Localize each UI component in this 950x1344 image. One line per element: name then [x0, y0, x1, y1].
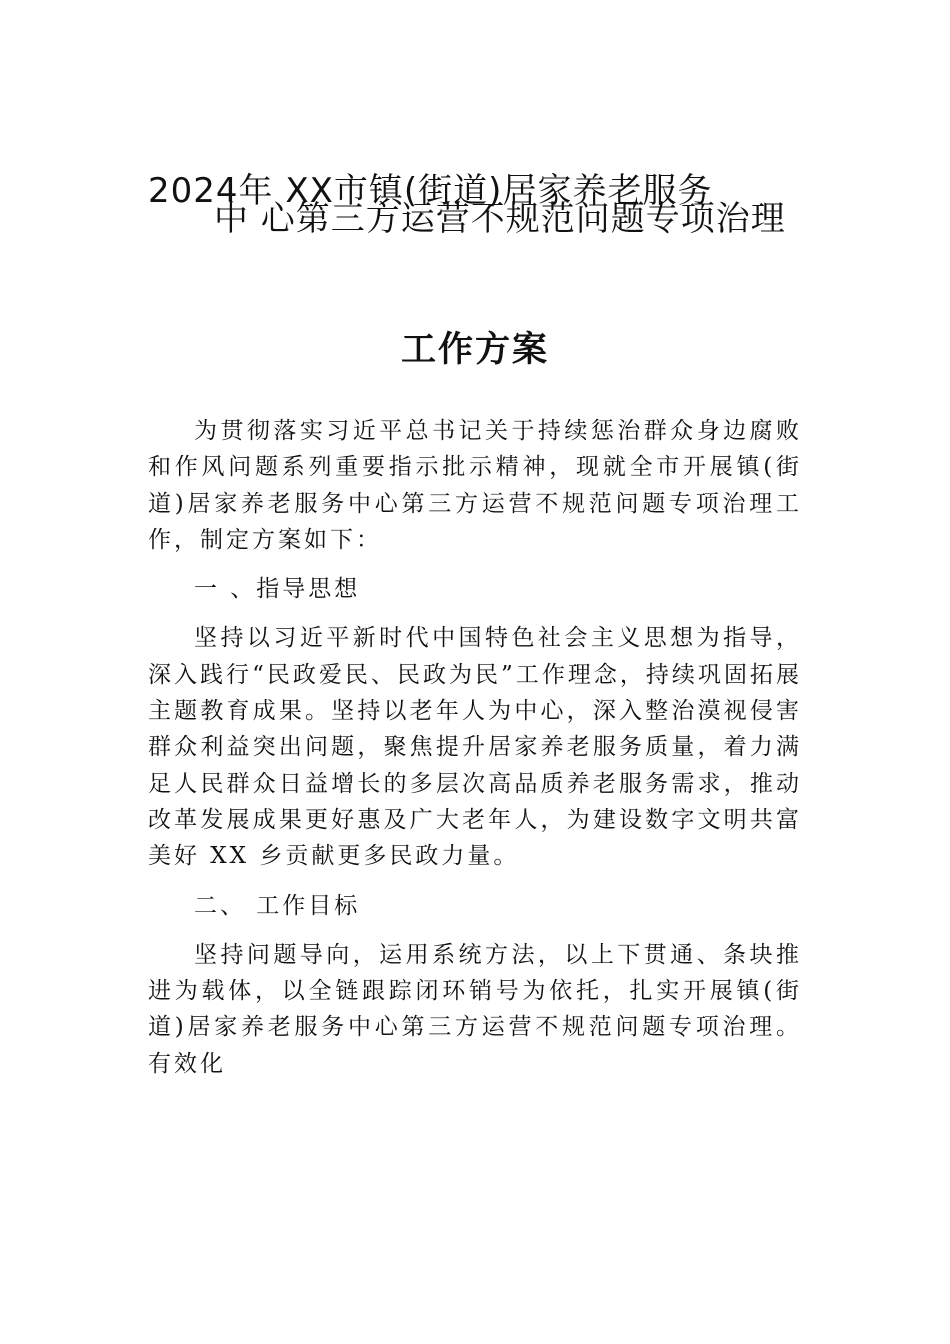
section-heading-work-goals: 二、 工作目标 — [194, 892, 361, 919]
section-heading-guiding-ideology: 一 、指导思想 — [194, 576, 361, 603]
document-title-line-1: 2024年 XX市镇(街道)居家养老服务 — [148, 171, 713, 211]
paragraph-work-goals: 坚持问题导向，运用系统方法，以上下贯通、条块推进为载体，以全链跟踪闭环销号为依托，扎实开展镇(街道)居家养老服务中心第三方运营不规范问题专项治理。有效化 — [148, 941, 802, 1077]
paragraph-intro: 为贯彻落实习近平总书记关于持续惩治群众身边腐败和作风问题系列重要指示批示精神，现就全市开展镇(街道)居家养老服务中心第三方运营不规范问题专项治理工作，制定方案如下： — [148, 418, 802, 553]
document-title-line-2: 中 心第三方运营不规范问题专项治理 — [214, 199, 786, 239]
paragraph-guiding-ideology: 坚持以习近平新时代中国特色社会主义思想为指导，深入践行“民政爱民、民政为民”工作理念，持续巩固拓展主题教育成果。坚持以老年人为中心，深入整治漠视侵害群众利益突出问题，聚焦提升居家养老服务质量，着力满足人民群众日益增长的多层次高品质养老服务需求，推动改革发展成果更好惠及广大老年人，为建设数字文明共富美好 XX 乡贡献更多民政力量。 — [148, 625, 802, 870]
document-body — [148, 413, 802, 1082]
document-subtitle: 工作方案 — [400, 330, 549, 370]
